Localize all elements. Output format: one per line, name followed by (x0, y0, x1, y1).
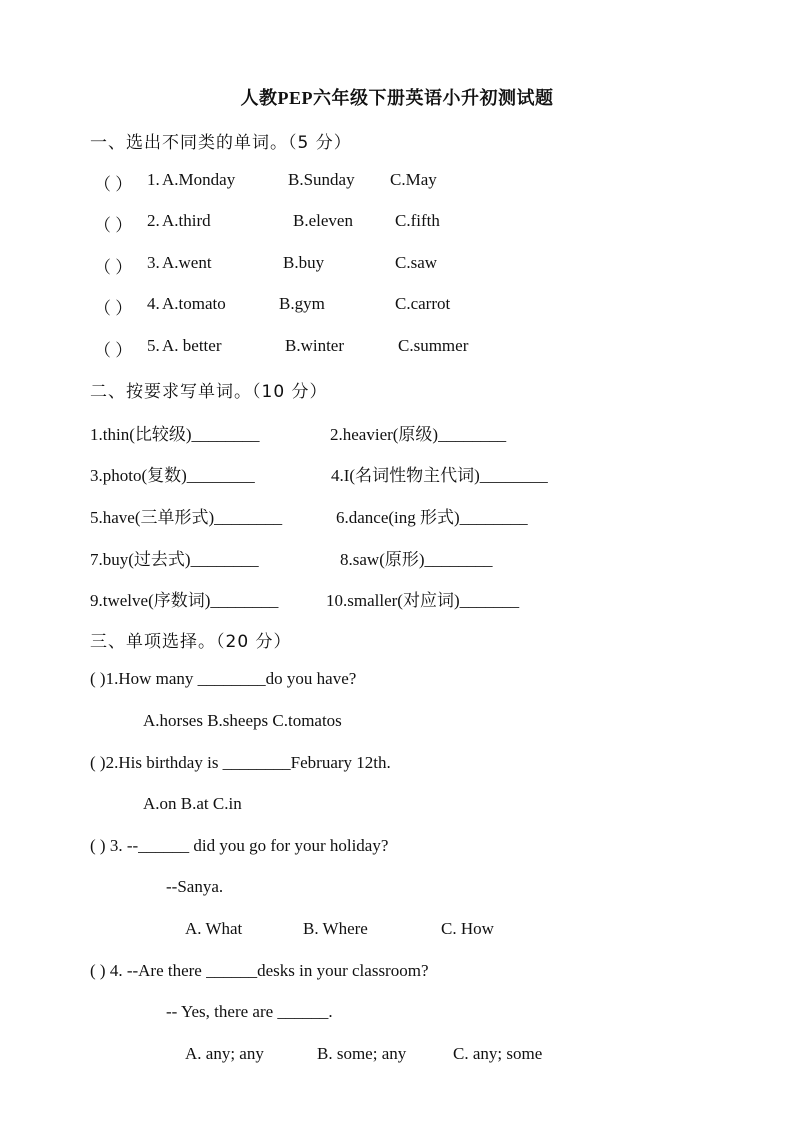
answer-blank[interactable]: （ ） (94, 258, 133, 277)
question-4-options (0, 1044, 794, 1068)
word-task[interactable]: 6.dance(ing 形式)________ (336, 508, 528, 527)
word-task[interactable]: 5.have(三单形式)________ (90, 508, 283, 527)
item-number: 2. (147, 211, 160, 230)
section-1-item-5 (0, 336, 794, 360)
section-2-row-1 (0, 420, 794, 444)
word-task[interactable]: 4.I(名词性物主代词)________ (331, 466, 548, 485)
option-b: B.eleven (293, 211, 353, 230)
option-c: C.summer (398, 336, 469, 355)
question-4-stem[interactable]: ( ) 4. --Are there ______desks in your classroom? (90, 961, 429, 980)
option-a: A.tomato (162, 294, 226, 313)
section-2-row-5 (0, 586, 794, 610)
word-task[interactable]: 2.heavier(原级)________ (330, 425, 507, 444)
section-1-item-4 (0, 294, 794, 318)
option-a: A. What (185, 919, 243, 938)
option-a: A.Monday (162, 170, 236, 189)
section-2-heading: 二、按要求写单词。（10 分） (90, 382, 328, 402)
word-task[interactable]: 7.buy(过去式)________ (90, 550, 259, 569)
answer-blank[interactable]: （ ） (94, 175, 133, 194)
section-2-row-4 (0, 545, 794, 569)
section-1-item-3 (0, 253, 794, 277)
section-1-item-1 (0, 170, 794, 194)
question-3-stem[interactable]: ( ) 3. --______ did you go for your holiday? (90, 836, 389, 855)
item-number: 4. (147, 294, 160, 313)
question-2-options: A.on B.at C.in (143, 794, 242, 813)
word-task[interactable]: 1.thin(比较级)________ (90, 425, 260, 444)
question-1-stem[interactable]: ( )1.How many ________do you have? (90, 669, 357, 688)
section-2-row-3 (0, 503, 794, 527)
option-a: A. better (162, 336, 222, 355)
question-2-stem[interactable]: ( )2.His birthday is ________February 12th. (90, 753, 391, 772)
question-3-answer: --Sanya. (166, 877, 224, 896)
option-b: B. Where (303, 919, 368, 938)
option-b: B.buy (283, 253, 325, 272)
section-1-heading: 一、选出不同类的单词。（5 分） (90, 133, 352, 153)
answer-blank[interactable]: （ ） (94, 299, 133, 318)
option-c: C.May (390, 170, 437, 189)
question-1-options: A.horses B.sheeps C.tomatos (143, 711, 342, 730)
answer-blank[interactable]: （ ） (94, 341, 133, 360)
item-number: 5. (147, 336, 160, 355)
answer-blank[interactable]: （ ） (94, 216, 133, 235)
option-c: C. How (441, 919, 494, 938)
option-b: B.gym (279, 294, 325, 313)
word-task[interactable]: 10.smaller(对应词)_______ (326, 591, 520, 610)
option-c: C. any; some (453, 1044, 543, 1063)
option-a: A. any; any (185, 1044, 264, 1063)
option-a: A.went (162, 253, 212, 272)
word-task[interactable]: 3.photo(复数)________ (90, 466, 255, 485)
option-c: C.saw (395, 253, 438, 272)
word-task[interactable]: 8.saw(原形)________ (340, 550, 493, 569)
item-number: 1. (147, 170, 160, 189)
page-title: 人教PEP六年级下册英语小升初测试题 (240, 88, 554, 108)
item-number: 3. (147, 253, 160, 272)
word-task[interactable]: 9.twelve(序数词)________ (90, 591, 279, 610)
option-c: C.carrot (395, 294, 451, 313)
option-c: C.fifth (395, 211, 440, 230)
option-b: B.Sunday (288, 170, 355, 189)
option-b: B. some; any (317, 1044, 407, 1063)
section-1-item-2 (0, 211, 794, 235)
question-3-options (0, 919, 794, 943)
question-4-answer: -- Yes, there are ______. (166, 1002, 333, 1021)
option-b: B.winter (285, 336, 345, 355)
section-3-heading: 三、单项选择。（20 分） (90, 632, 292, 652)
option-a: A.third (162, 211, 211, 230)
section-2-row-2 (0, 461, 794, 485)
